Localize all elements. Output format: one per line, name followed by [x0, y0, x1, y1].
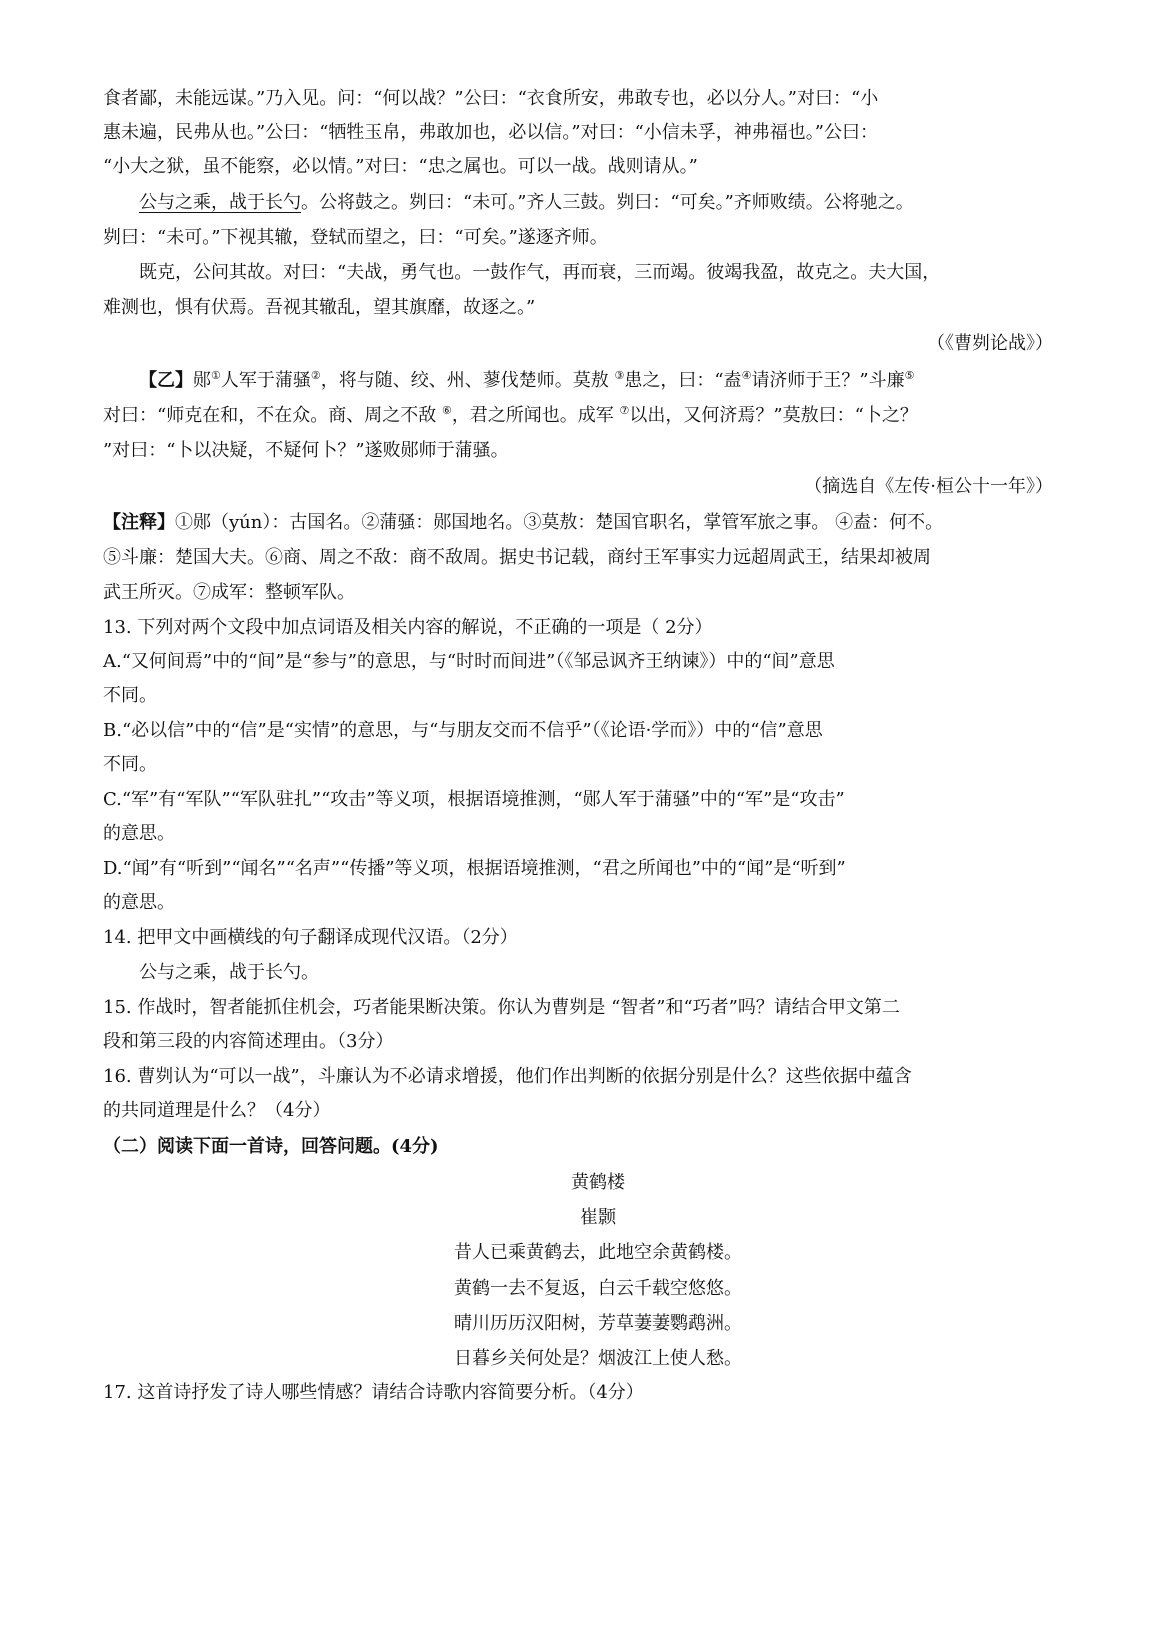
jia-p1-line-2: 惠未遍，民弗从也。”公曰：“牺牲玉帛，弗敢加也，必以信。”对曰：“小信未孚，神弗福也。”公曰：: [103, 122, 879, 143]
poem-line: 日暮乡关何处是？烟波江上使人愁。: [454, 1348, 742, 1369]
poem-line: 晴川历历汉阳树，芳草萋萋鹦鹉洲。: [454, 1313, 742, 1334]
question-13-option-c-cont: 的意思。: [103, 823, 175, 844]
question-13-option-a: A.“又何间焉”中的“间”是“参与”的意思，与“时时而间进”（《邹忌讽齐王纳谏》）中的“间”意思: [103, 651, 835, 672]
question-13-option-b: B.“必以信”中的“信”是“实情”的意思，与“与朋友交而不信乎”（《论语·学而》）中的“信”意思: [103, 720, 823, 741]
note-mark: ①: [211, 369, 221, 382]
question-15-line-2: 段和第三段的内容简述理由。（3分）: [103, 1031, 394, 1052]
question-17: 17. 这首诗抒发了诗人哪些情感？请结合诗歌内容简要分析。（4分）: [103, 1382, 644, 1403]
note-mark: ④: [741, 369, 752, 382]
notes-text: ①郧（yún）：古国名。②蒲骚：郧国地名。③莫敖：楚国官职名，掌管军旅之事。 ④盍：何不。: [175, 512, 944, 533]
yi-text: ，将与随、绞、州、蓼伐楚师。莫敖: [320, 370, 615, 391]
yi-line-3: ”对曰：“卜以决疑，不疑何卜？”遂败郧师于蒲骚。: [103, 440, 509, 461]
yi-line-2: [103, 403, 918, 429]
question-13-option-c: C.“军”有“军队”“军队驻扎”“攻击”等义项，根据语境推测，“郧人军于蒲骚”中的“军”是“攻击”: [103, 789, 845, 810]
jia-p2-line-2: 刿曰：“未可。”下视其辙，登轼而望之，曰：“可矣。”遂逐齐师。: [103, 227, 608, 248]
notes-line-3: 武王所灭。⑦成军：整顿军队。: [103, 582, 355, 603]
notes-label: 【注释】: [103, 512, 175, 533]
yi-tag: 【乙】: [139, 370, 193, 391]
question-16-line-1: 16. 曹刿认为“可以一战”，斗廉认为不必请求增援，他们作出判断的依据分别是什么？这些依据中蕴含: [103, 1066, 912, 1087]
jia-p2-rest: 。公将鼓之。刿曰：“未可。”齐人三鼓。刿曰：“可矣。”齐师败绩。公将驰之。: [301, 192, 914, 213]
yi-text: 人军于蒲骚: [220, 370, 311, 391]
question-13-option-d: D.“闻”有“听到”“闻名”“名声”“传播”等义项，根据语境推测，“君之所闻也”中的“闻”是“听到”: [103, 858, 846, 879]
poem-line: 黄鹤一去不复返，白云千载空悠悠。: [454, 1278, 742, 1299]
jia-p1-line-1: 食者鄙，未能远谋。”乃入见。问：“何以战？”公曰：“衣食所安，弗敢专也，必以分人。”对曰：“小: [103, 88, 879, 109]
note-mark: ⑤: [904, 369, 915, 382]
yi-text: 患之，曰：“盍: [624, 370, 742, 391]
question-13-option-d-cont: 的意思。: [103, 892, 175, 913]
yi-source: （摘选自《左传·桓公十一年》）: [804, 476, 1053, 497]
notes-line-1: [103, 510, 943, 536]
poem-author: 崔颢: [580, 1207, 616, 1228]
question-13-option-b-cont: 不同。: [103, 754, 157, 775]
yi-text: 请济师于王？”斗廉: [751, 370, 905, 391]
yi-line-1: [139, 368, 915, 394]
jia-p3-line-1: 既克，公问其故。对曰：“夫战，勇气也。一鼓作气，再而衰，三而竭。彼竭我盈，故克之。夫大国，: [139, 262, 941, 283]
question-14-sentence: 公与之乘，战于长勺。: [139, 962, 319, 983]
jia-p3-line-2: 难测也，惧有伏焉。吾视其辙乱，望其旗靡，故逐之。”: [103, 297, 536, 318]
question-13-option-a-cont: 不同。: [103, 685, 157, 706]
question-16-line-2: 的共同道理是什么？（4分）: [103, 1100, 331, 1121]
jia-p1-line-3: “小大之狱，虽不能察，必以情。”对曰：“忠之属也。可以一战。战则请从。”: [103, 156, 698, 177]
yi-text: 对曰：“师克在和，不在众。商、周之不敌: [103, 405, 442, 426]
note-mark: ⑥: [441, 404, 452, 417]
question-13-stem: 13. 下列对两个文段中加点词语及相关内容的解说，不正确的一项是（ 2分）: [103, 617, 713, 638]
note-mark: ③: [614, 369, 625, 382]
poem-title: 黄鹤楼: [571, 1172, 625, 1193]
underlined-sentence: 公与之乘，战于长勺: [139, 192, 301, 213]
yi-text: ，君之所闻也。成军: [451, 405, 620, 426]
section-2-heading: （二）阅读下面一首诗，回答问题。(4分): [103, 1136, 439, 1157]
poem-line: 昔人已乘黄鹤去，此地空余黄鹤楼。: [454, 1242, 742, 1263]
note-mark: ⑦: [619, 404, 630, 417]
note-mark: ②: [310, 369, 321, 382]
jia-source: （《曹刿论战》）: [927, 333, 1053, 354]
question-15-line-1: 15. 作战时，智者能抓住机会，巧者能果断决策。你认为曹刿是 “智者”和“巧者”吗？请结合甲文第二: [103, 997, 900, 1018]
question-14-stem: 14. 把甲文中画横线的句子翻译成现代汉语。（2分）: [103, 927, 518, 948]
yi-text: 郧: [193, 370, 211, 391]
yi-text: 以出，又何济焉？”莫敖曰：“卜之？: [629, 405, 918, 426]
jia-p2-line-1: [139, 190, 914, 216]
notes-line-2: ⑤斗廉：楚国大夫。⑥商、周之不敌：商不敌周。据史书记载，商纣王军事实力远超周武王，结果却被周: [103, 547, 931, 568]
